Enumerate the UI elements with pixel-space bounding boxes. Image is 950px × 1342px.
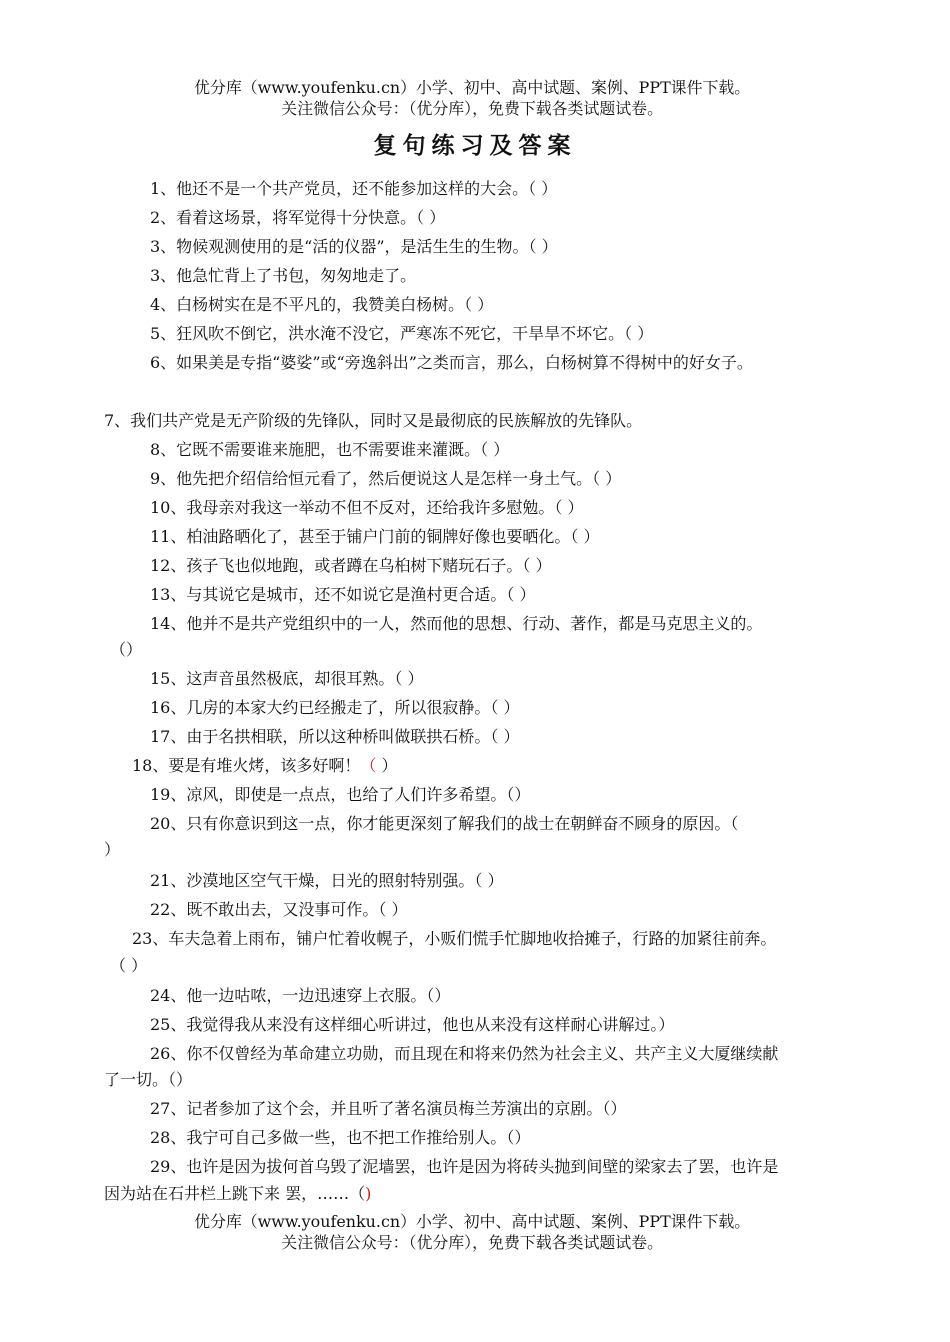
- question-20: 20、只有你意识到这一点，你才能更深刻了解我们的战士在朝鲜奋不顾身的原因。（: [150, 814, 739, 833]
- page-title: 复句练习及答案: [373, 132, 577, 159]
- question-29-cont-text: 因为站在石井栏上跳下来 罢，……: [104, 1184, 350, 1203]
- question-2: 2、看着这场景，将军觉得十分快意。（ ）: [150, 208, 446, 227]
- question-9: 9、他先把介绍信给恒元看了，然后便说这人是怎样一身土气。（ ）: [150, 469, 622, 488]
- question-3a: 3、物候观测使用的是“活的仪器”，是活生生的生物。（ ）: [150, 237, 558, 256]
- question-26-cont: 了一切。（）: [104, 1070, 193, 1089]
- question-1: 1、他还不是一个共产党员，还不能参加这样的大会。（ ）: [150, 179, 558, 198]
- question-14-answer: （）: [110, 640, 143, 659]
- question-25: 25、我觉得我从来没有这样细心听讲过，他也从来没有这样耐心讲解过。）: [150, 1015, 675, 1034]
- question-29-cont: [104, 1183, 371, 1205]
- question-6: 6、如果美是专指“婆娑”或“旁逸斜出”之类而言，那么，白杨树算不得树中的好女子。: [150, 353, 753, 372]
- question-24: 24、他一边咕哝，一边迅速穿上衣服。（）: [150, 986, 451, 1005]
- question-18-close-paren: ）: [376, 756, 398, 775]
- question-8: 8、它既不需要谁来施肥，也不需要谁来灌溉。（ ）: [150, 440, 510, 459]
- question-20-close: ）: [104, 840, 121, 859]
- header-line-1: 优分库（www.youfenku.cn）小学、初中、高中试题、案例、PPT课件下载。: [194, 78, 751, 97]
- question-16: 16、几房的本家大约已经搬走了，所以很寂静。（ ）: [150, 698, 520, 717]
- footer-line-1: 优分库（www.youfenku.cn）小学、初中、高中试题、案例、PPT课件下载。: [194, 1212, 751, 1231]
- question-13: 13、与其说它是城市，还不如说它是渔村更合适。（ ）: [150, 585, 536, 604]
- footer-line-2: 关注微信公众号：（优分库），免费下载各类试题试卷。: [281, 1233, 663, 1252]
- question-19: 19、凉风，即使是一点点，也给了人们许多希望。（）: [150, 785, 531, 804]
- question-12: 12、孩子飞也似地跑，或者蹲在乌桕树下赌玩石子。（ ）: [150, 556, 552, 575]
- question-23: 23、车夫急着上雨布，铺户忙着收幌子，小贩们慌手忙脚地收拾摊子，行路的加紧往前奔。: [132, 929, 777, 948]
- question-18-open-paren: （: [360, 756, 377, 775]
- question-4: 4、白杨树实在是不平凡的，我赞美白杨树。（ ）: [150, 295, 494, 314]
- question-5: 5、狂风吹不倒它，洪水淹不没它，严寒冻不死它，干旱旱不坏它。（ ）: [150, 324, 654, 343]
- question-22: 22、既不敢出去，又没事可作。（ ）: [150, 900, 408, 919]
- question-14: 14、他并不是共产党组织中的一人，然而他的思想、行动、著作，都是马克思主义的。: [150, 614, 763, 633]
- question-10: 10、我母亲对我这一举动不但不反对，还给我许多慰勉。（ ）: [150, 498, 584, 517]
- question-27: 27、记者参加了这个会，并且听了著名演员梅兰芳演出的京剧。（）: [150, 1099, 627, 1118]
- question-26: 26、你不仅曾经为革命建立功勋，而且现在和将来仍然为社会主义、共产主义大厦继续献: [150, 1044, 779, 1063]
- question-18: [132, 755, 397, 777]
- question-3b: 3、他急忙背上了书包，匆匆地走了。: [150, 266, 417, 285]
- question-29: 29、也许是因为拔何首乌毁了泥墙罢，也许是因为将砖头抛到间壁的梁家去了罢，也许是: [150, 1157, 779, 1176]
- question-17: 17、由于名拱相联，所以这种桥叫做联拱石桥。（ ）: [150, 727, 520, 746]
- question-11: 11、柏油路晒化了，甚至于铺户门前的铜牌好像也要晒化。（ ）: [150, 527, 600, 546]
- question-28: 28、我宁可自己多做一些，也不把工作推给别人。（）: [150, 1128, 531, 1147]
- header-line-2: 关注微信公众号：（优分库），免费下载各类试题试卷。: [281, 99, 663, 118]
- question-23-answer: （ ）: [110, 956, 148, 975]
- question-29-close-paren: ): [365, 1184, 372, 1203]
- question-21: 21、沙漠地区空气干燥，日光的照射特别强。（ ）: [150, 871, 504, 890]
- question-29-open-paren: （: [349, 1184, 366, 1203]
- question-7: 7、我们共产党是无产阶级的先锋队，同时又是最彻底的民族解放的先锋队。: [104, 411, 643, 430]
- question-15: 15、这声音虽然极底，却很耳熟。（ ）: [150, 669, 424, 688]
- question-18-text: 18、要是有堆火烤，该多好啊！: [132, 756, 361, 775]
